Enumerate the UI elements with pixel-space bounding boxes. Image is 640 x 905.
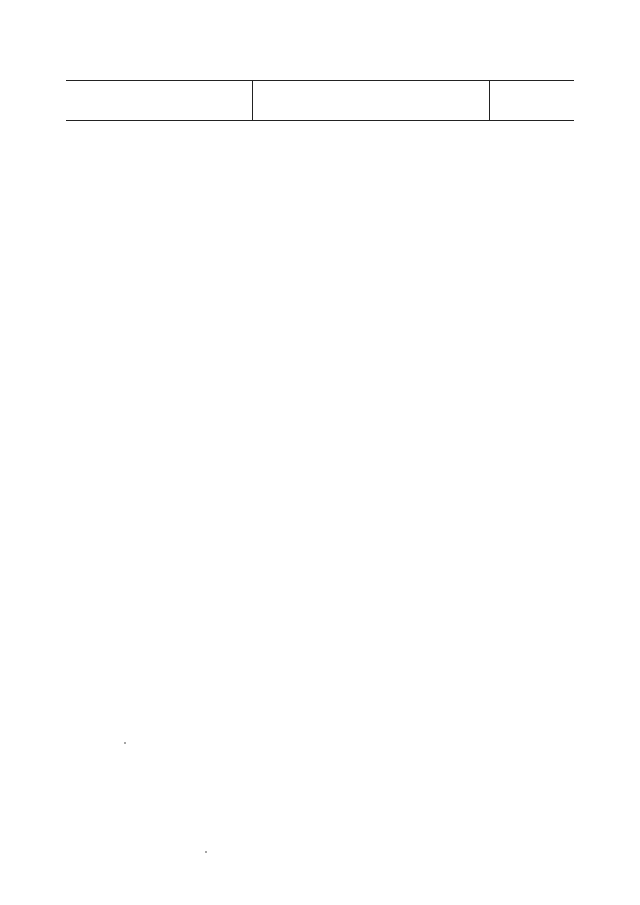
header-code [66, 81, 253, 120]
scan-speck [205, 851, 207, 853]
header-name [253, 81, 490, 120]
budget-table [66, 80, 574, 121]
scan-speck [124, 742, 126, 744]
header-sum [490, 81, 574, 120]
table-header [66, 80, 574, 121]
